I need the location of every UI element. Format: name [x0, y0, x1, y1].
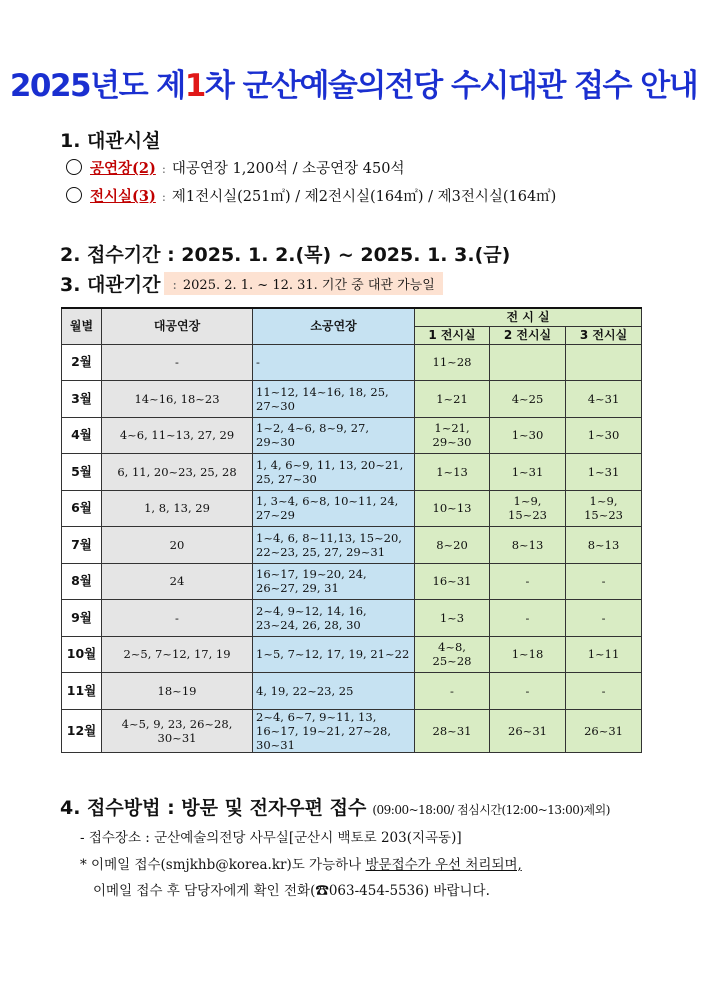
facility-performance [66, 157, 404, 178]
month-cell: 11월 [62, 673, 102, 710]
exhibition-2-cell: 1~31 [490, 454, 566, 491]
exhibition-3-cell: - [566, 600, 642, 637]
exhibition-2-cell: - [490, 563, 566, 600]
email-note-text: * 이메일 접수(smjkhb@korea.kr)도 가능하나 [80, 857, 366, 873]
rental-schedule-table [61, 307, 642, 753]
reception-place: - 접수장소 : 군산예술의전당 사무실[군산시 백토로 203(지곡동)] [80, 830, 462, 846]
exhibition-3-cell: 26~31 [566, 709, 642, 752]
section4 [60, 793, 610, 820]
large-hall-cell: - [102, 600, 253, 637]
small-hall-cell: 1~5, 7~12, 17, 19, 21~22 [253, 636, 415, 673]
section3 [60, 270, 443, 297]
month-cell: 8월 [62, 563, 102, 600]
exhibition-2-cell: 1~30 [490, 417, 566, 454]
small-hall-cell: 11~12, 14~16, 18, 25, 27~30 [253, 381, 415, 418]
large-hall-cell: 18~19 [102, 673, 253, 710]
table-row [62, 490, 642, 527]
confirm-note: 이메일 접수 후 담당자에게 확인 전화(☎063-454-5536) 바랍니다. [93, 883, 490, 899]
header-large-hall: 대공연장 [102, 308, 253, 344]
section4-heading: 4. 접수방법 : 방문 및 전자우편 접수 [60, 797, 367, 819]
exhibition-1-cell: 1~3 [415, 600, 490, 637]
facility-key: 공연장(2) [90, 160, 156, 177]
exhibition-2-cell: 1~9, 15~23 [490, 490, 566, 527]
section2-heading: 2. 접수기간 : 2025. 1. 2.(목) ~ 2025. 1. 3.(금) [60, 244, 511, 266]
facility-exhibition [66, 185, 556, 206]
month-cell: 7월 [62, 527, 102, 564]
exhibition-1-cell: 1~13 [415, 454, 490, 491]
exhibition-3-cell [566, 344, 642, 381]
page-title [0, 60, 707, 105]
section3-heading: 3. 대관기간 [60, 274, 161, 296]
table-row [62, 344, 642, 381]
small-hall-cell: 1, 4, 6~9, 11, 13, 20~21, 25, 27~30 [253, 454, 415, 491]
month-cell: 12월 [62, 709, 102, 752]
facility-colon: : [161, 190, 166, 204]
exhibition-3-cell: - [566, 563, 642, 600]
exhibition-2-cell: 8~13 [490, 527, 566, 564]
exhibition-1-cell: 10~13 [415, 490, 490, 527]
circle-bullet-icon [66, 187, 82, 203]
facility-text: 제1전시실(251㎡) / 제2전시실(164㎡) / 제3전시실(164㎡) [171, 189, 557, 205]
header-exhibition-3: 3 전시실 [566, 326, 642, 344]
exhibition-3-cell: 1~9, 15~23 [566, 490, 642, 527]
table-row [62, 381, 642, 418]
exhibition-2-cell: 1~18 [490, 636, 566, 673]
table-row [62, 563, 642, 600]
month-cell: 3월 [62, 381, 102, 418]
header-exhibition-1: 1 전시실 [415, 326, 490, 344]
month-cell: 5월 [62, 454, 102, 491]
title-number: 1 [184, 68, 205, 104]
exhibition-3-cell: 1~31 [566, 454, 642, 491]
facility-text: 대공연장 1,200석 / 소공연장 450석 [171, 161, 405, 177]
exhibition-3-cell: 8~13 [566, 527, 642, 564]
small-hall-cell: 4, 19, 22~23, 25 [253, 673, 415, 710]
section1-heading: 1. 대관시설 [60, 130, 161, 152]
table-row [62, 709, 642, 752]
title-post: 차 군산예술의전당 수시대관 접수 안내 [204, 68, 698, 104]
exhibition-1-cell: 28~31 [415, 709, 490, 752]
month-cell: 6월 [62, 490, 102, 527]
large-hall-cell: 1, 8, 13, 29 [102, 490, 253, 527]
facility-colon: : [161, 162, 166, 176]
office-hours: (09:00~18:00/ 점심시간(12:00~13:00)제외) [372, 803, 610, 817]
exhibition-1-cell: 16~31 [415, 563, 490, 600]
small-hall-cell: 16~17, 19~20, 24, 26~27, 29, 31 [253, 563, 415, 600]
header-small-hall: 소공연장 [253, 308, 415, 344]
small-hall-cell: 2~4, 9~12, 14, 16, 23~24, 26, 28, 30 [253, 600, 415, 637]
large-hall-cell: 4~5, 9, 23, 26~28, 30~31 [102, 709, 253, 752]
period-colon: : [172, 278, 177, 293]
month-cell: 4월 [62, 417, 102, 454]
email-note [80, 853, 522, 873]
exhibition-3-cell: 1~30 [566, 417, 642, 454]
table-header-row [62, 308, 642, 326]
exhibition-3-cell: 1~11 [566, 636, 642, 673]
exhibition-1-cell: 4~8, 25~28 [415, 636, 490, 673]
title-pre: 2025년도 제 [9, 68, 185, 104]
small-hall-cell: 1, 3~4, 6~8, 10~11, 24, 27~29 [253, 490, 415, 527]
exhibition-2-cell: - [490, 600, 566, 637]
exhibition-1-cell: 1~21 [415, 381, 490, 418]
circle-bullet-icon [66, 159, 82, 175]
table-row [62, 454, 642, 491]
table-row [62, 600, 642, 637]
rental-period-box [164, 272, 442, 295]
exhibition-1-cell: - [415, 673, 490, 710]
exhibition-2-cell: - [490, 673, 566, 710]
small-hall-cell: 1~4, 6, 8~11,13, 15~20, 22~23, 25, 27, 29~31 [253, 527, 415, 564]
month-cell: 10월 [62, 636, 102, 673]
facility-key: 전시실(3) [90, 188, 156, 205]
rental-period: 2025. 2. 1. ~ 12. 31. 기간 중 대관 가능일 [182, 278, 435, 293]
email-note-underlined: 방문접수가 우선 처리되며, [365, 857, 522, 873]
exhibition-1-cell: 1~21, 29~30 [415, 417, 490, 454]
header-exhibition: 전 시 실 [415, 308, 642, 326]
exhibition-2-cell: 4~25 [490, 381, 566, 418]
month-cell: 9월 [62, 600, 102, 637]
header-month: 월별 [62, 308, 102, 344]
large-hall-cell: 20 [102, 527, 253, 564]
small-hall-cell: 1~2, 4~6, 8~9, 27, 29~30 [253, 417, 415, 454]
exhibition-1-cell: 8~20 [415, 527, 490, 564]
table-row [62, 527, 642, 564]
large-hall-cell: 14~16, 18~23 [102, 381, 253, 418]
month-cell: 2월 [62, 344, 102, 381]
large-hall-cell: 24 [102, 563, 253, 600]
exhibition-2-cell: 26~31 [490, 709, 566, 752]
table-row [62, 673, 642, 710]
large-hall-cell: 4~6, 11~13, 27, 29 [102, 417, 253, 454]
header-exhibition-2: 2 전시실 [490, 326, 566, 344]
table-row [62, 636, 642, 673]
exhibition-2-cell [490, 344, 566, 381]
small-hall-cell: 2~4, 6~7, 9~11, 13, 16~17, 19~21, 27~28, 30~31 [253, 709, 415, 752]
large-hall-cell: 2~5, 7~12, 17, 19 [102, 636, 253, 673]
small-hall-cell: - [253, 344, 415, 381]
large-hall-cell: 6, 11, 20~23, 25, 28 [102, 454, 253, 491]
exhibition-3-cell: 4~31 [566, 381, 642, 418]
large-hall-cell: - [102, 344, 253, 381]
exhibition-1-cell: 11~28 [415, 344, 490, 381]
table-row [62, 417, 642, 454]
exhibition-3-cell: - [566, 673, 642, 710]
